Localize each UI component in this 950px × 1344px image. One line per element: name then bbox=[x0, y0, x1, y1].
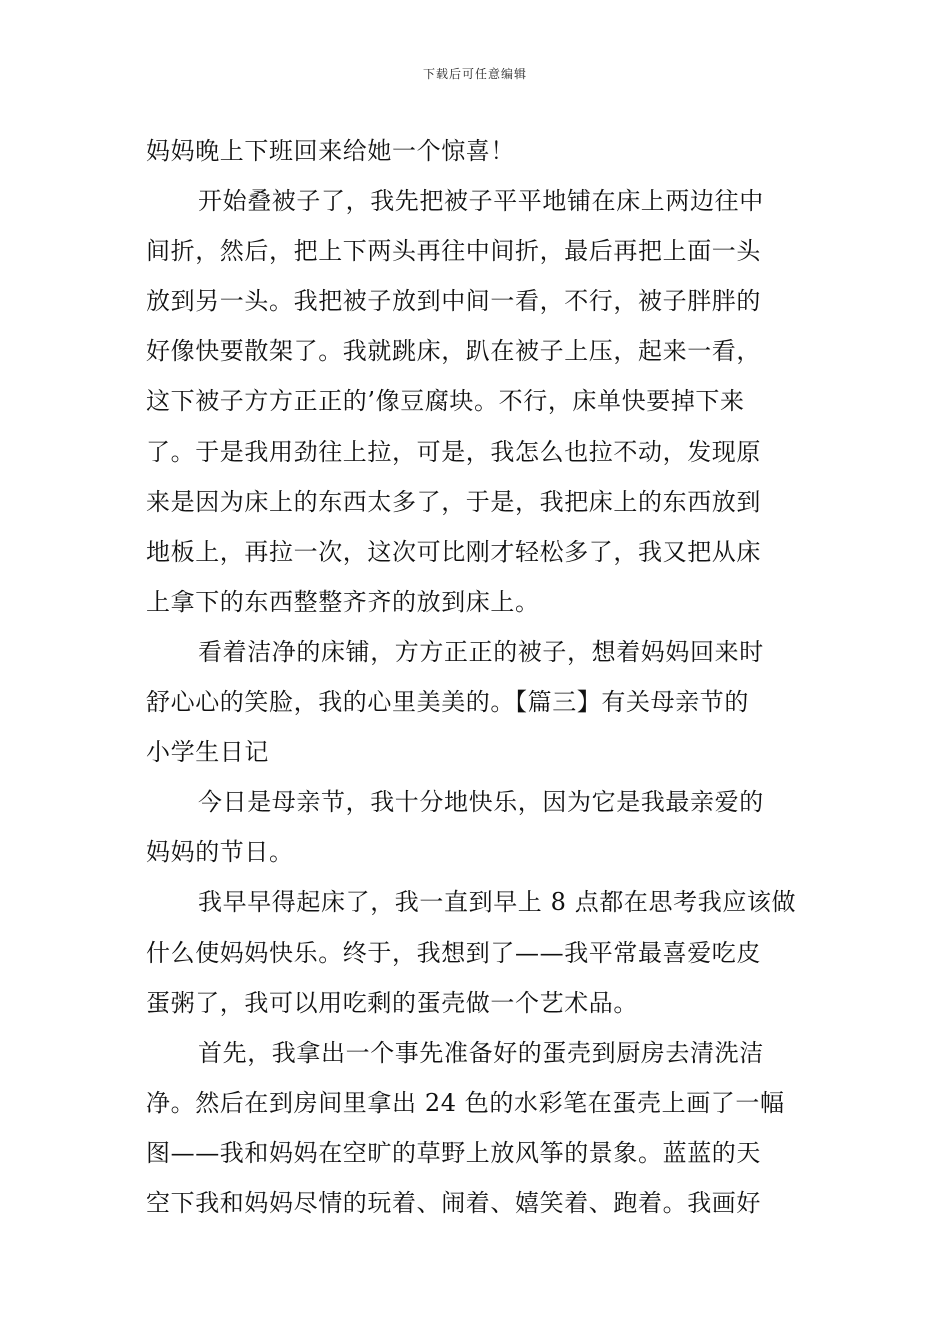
paragraph-5-line-3: 蛋粥了，我可以用吃剩的蛋壳做一个艺术品。 bbox=[146, 988, 638, 1017]
paragraph-2-line-2: 间折，然后，把上下两头再往中间折，最后再把上面一头 bbox=[146, 237, 761, 266]
paragraph-6-line-4: 空下我和妈妈尽情的玩着、闹着、嬉笑着、跑着。我画好 bbox=[146, 1188, 761, 1217]
paragraph-2-line-4: 好像快要散架了。我就跳床，趴在被子上压，起来一看， bbox=[146, 337, 761, 366]
paragraph-3-line-2: 舒心心的笑脸，我的心里美美的。【篇三】有关母亲节的 bbox=[146, 688, 749, 717]
paragraph-2-line-3: 放到另一头。我把被子放到中间一看，不行，被子胖胖的 bbox=[146, 287, 761, 316]
document-body bbox=[146, 126, 806, 1228]
paragraph-2-line-1: 开始叠被子了，我先把被子平平地铺在床上两边往中 bbox=[198, 187, 764, 216]
paragraph-6-line-1: 首先，我拿出一个事先准备好的蛋壳到厨房去清洗洁 bbox=[198, 1038, 764, 1067]
paragraph-3-line-1: 看着洁净的床铺，方方正正的被子，想着妈妈回来时 bbox=[198, 637, 764, 666]
paragraph-6-line-2: 净。然后在到房间里拿出 24 色的水彩笔在蛋壳上画了一幅 bbox=[146, 1088, 785, 1117]
paragraph-5-line-2: 什么使妈妈快乐。终于，我想到了——我平常最喜爱吃皮 bbox=[146, 938, 761, 967]
paragraph-6-line-3: 图——我和妈妈在空旷的草野上放风筝的景象。蓝蓝的天 bbox=[146, 1138, 761, 1167]
paragraph-4-line-1: 今日是母亲节，我十分地快乐，因为它是我最亲爱的 bbox=[198, 788, 764, 817]
paragraph-3-line-3: 小学生日记 bbox=[146, 738, 269, 767]
paragraph-2-line-9: 上拿下的东西整整齐齐的放到床上。 bbox=[146, 587, 540, 616]
paragraph-1-line-1: 妈妈晚上下班回来给她一个惊喜！ bbox=[146, 137, 515, 165]
paragraph-2-line-6: 了。于是我用劲往上拉，可是，我怎么也拉不动，发现原 bbox=[146, 437, 761, 466]
paragraph-5-line-1: 我早早得起床了，我一直到早上 8 点都在思考我应该做 bbox=[198, 888, 797, 917]
paragraph-4-line-2: 妈妈的节日。 bbox=[146, 838, 294, 867]
page-header-note: 下载后可任意编辑 bbox=[422, 67, 527, 81]
paragraph-2-line-8: 地板上，再拉一次，这次可比刚才轻松多了，我又把从床 bbox=[146, 537, 761, 566]
paragraph-2-line-5: 这下被子方方正正的’像豆腐块。不行，床单快要掉下来 bbox=[146, 387, 745, 416]
paragraph-2-line-7: 来是因为床上的东西太多了，于是，我把床上的东西放到 bbox=[146, 487, 761, 516]
